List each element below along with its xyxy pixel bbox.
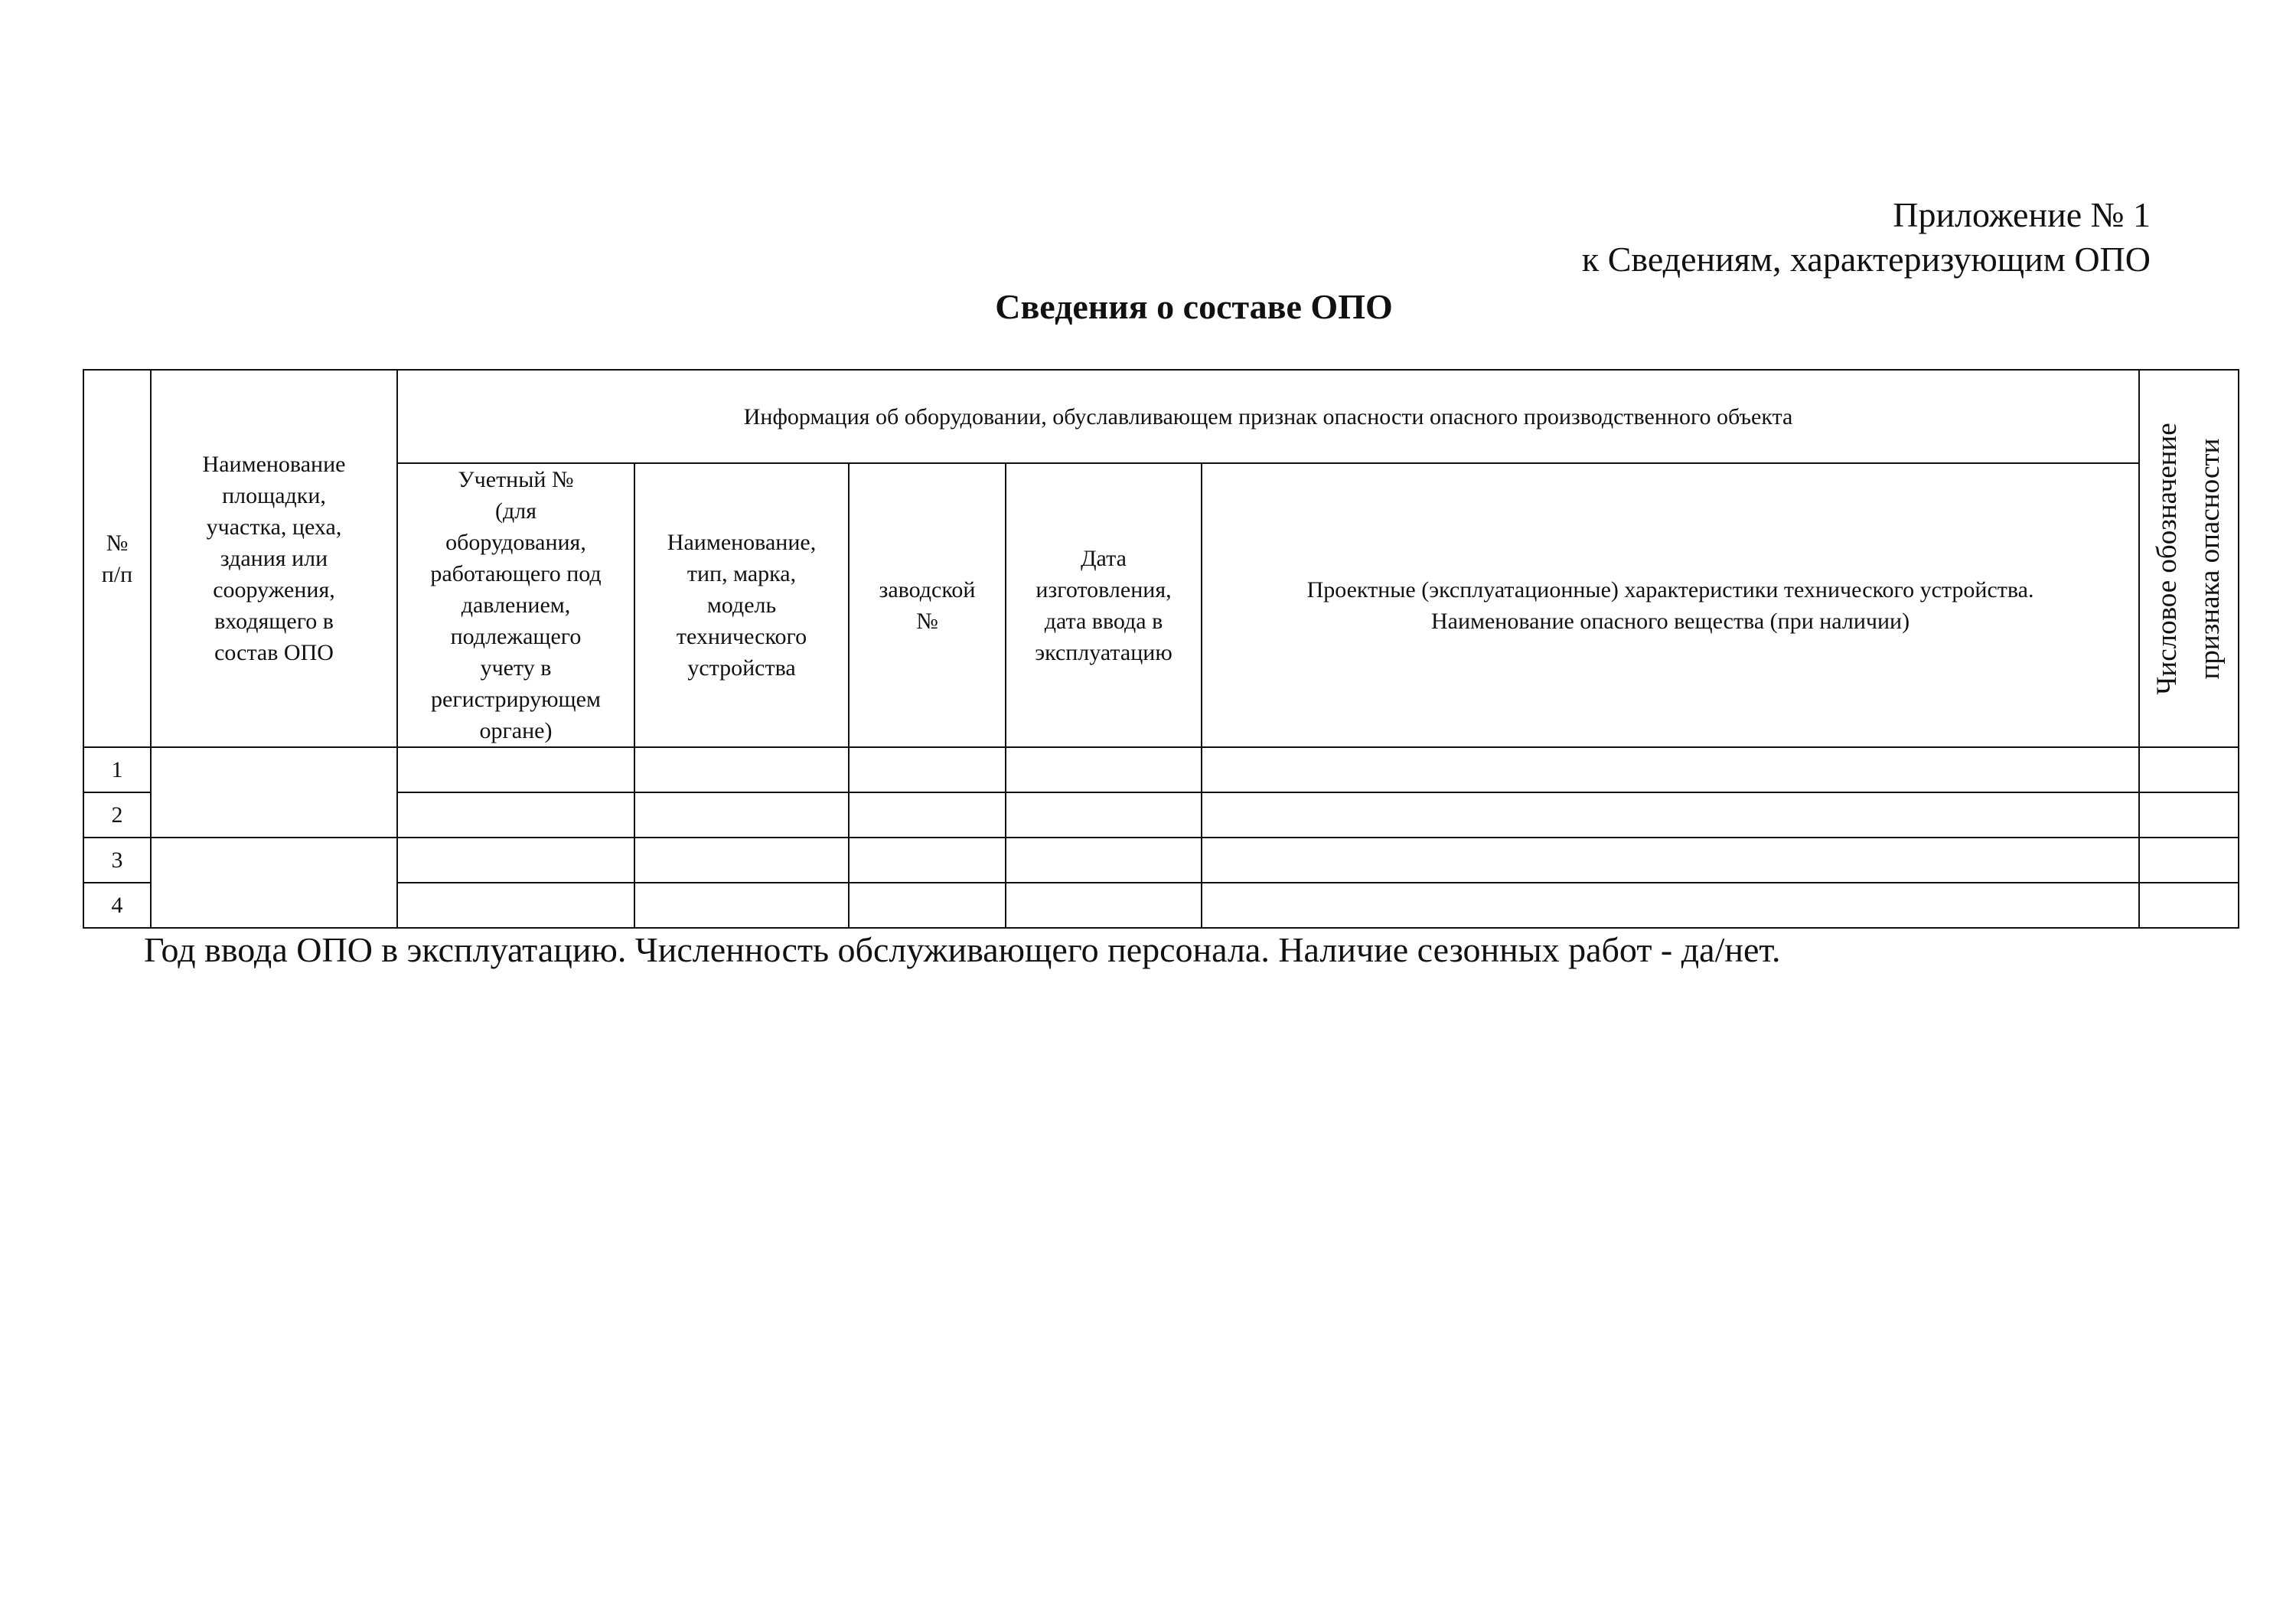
table-cell [634, 747, 849, 792]
table-cell [2139, 883, 2239, 928]
table-cell [397, 838, 634, 883]
table-subheader-row [83, 463, 2239, 747]
table-cell [1006, 792, 1202, 838]
table-row [83, 747, 2239, 792]
table-cell [1006, 838, 1202, 883]
table-cell [849, 838, 1006, 883]
document-title: Сведения о составе ОПО [995, 287, 1393, 326]
table-cell [849, 883, 1006, 928]
table-cell [397, 747, 634, 792]
table-cell [634, 792, 849, 838]
table-cell [1202, 747, 2139, 792]
header-characteristics: Проектные (эксплуатационные) характеристики технического устройства. Наименование опасного вещества (при наличии) [1202, 463, 2139, 747]
header-device-name: Наименование, тип, марка, модель технического устройства [634, 463, 849, 747]
table-cell [397, 883, 634, 928]
row-number: 4 [83, 883, 151, 928]
header-registration-number: Учетный № (для оборудования, работающего под давлением, подлежащего учету в регистрирующем органе) [397, 463, 634, 747]
table-cell [1006, 883, 1202, 928]
appendix-reference [1582, 193, 2151, 282]
table-cell [849, 792, 1006, 838]
table-cell [2139, 792, 2239, 838]
header-dates: Дата изготовления, дата ввода в эксплуатацию [1006, 463, 1202, 747]
header-hazard-code-cell [2139, 370, 2239, 747]
table-cell [2139, 747, 2239, 792]
table-cell [1006, 747, 1202, 792]
appendix-number: Приложение № 1 [1893, 195, 2151, 234]
header-site-name: Наименование площадки, участка, цеха, здания или сооружения, входящего в состав ОПО [151, 370, 397, 747]
row-number: 2 [83, 792, 151, 838]
header-serial-number: заводской № [849, 463, 1006, 747]
header-equipment-info: Информация об оборудовании, обуславливающем признак опасности опасного производственного объекта [397, 370, 2139, 463]
table-cell [2139, 838, 2239, 883]
footer-note: Год ввода ОПО в эксплуатацию. Численность обслуживающего персонала. Наличие сезонных работ - да/нет. [144, 930, 1781, 969]
table-cell [1202, 838, 2139, 883]
row-number: 1 [83, 747, 151, 792]
table-row [83, 838, 2239, 883]
appendix-subtitle: к Сведениям, характеризующим ОПО [1581, 240, 2151, 279]
header-hazard-code: Числовое обозначение признака опасности [2151, 422, 2226, 695]
table-row [83, 883, 2239, 928]
table-cell [1202, 883, 2139, 928]
table-cell [1202, 792, 2139, 838]
opo-composition-table [83, 369, 2239, 929]
table-cell [634, 883, 849, 928]
table-cell [397, 792, 634, 838]
table-header-row [83, 370, 2239, 463]
header-row-number: № п/п [83, 370, 151, 747]
row-number: 3 [83, 838, 151, 883]
site-cell [151, 838, 397, 928]
table-row [83, 792, 2239, 838]
table-cell [849, 747, 1006, 792]
site-cell [151, 747, 397, 838]
table-cell [634, 838, 849, 883]
